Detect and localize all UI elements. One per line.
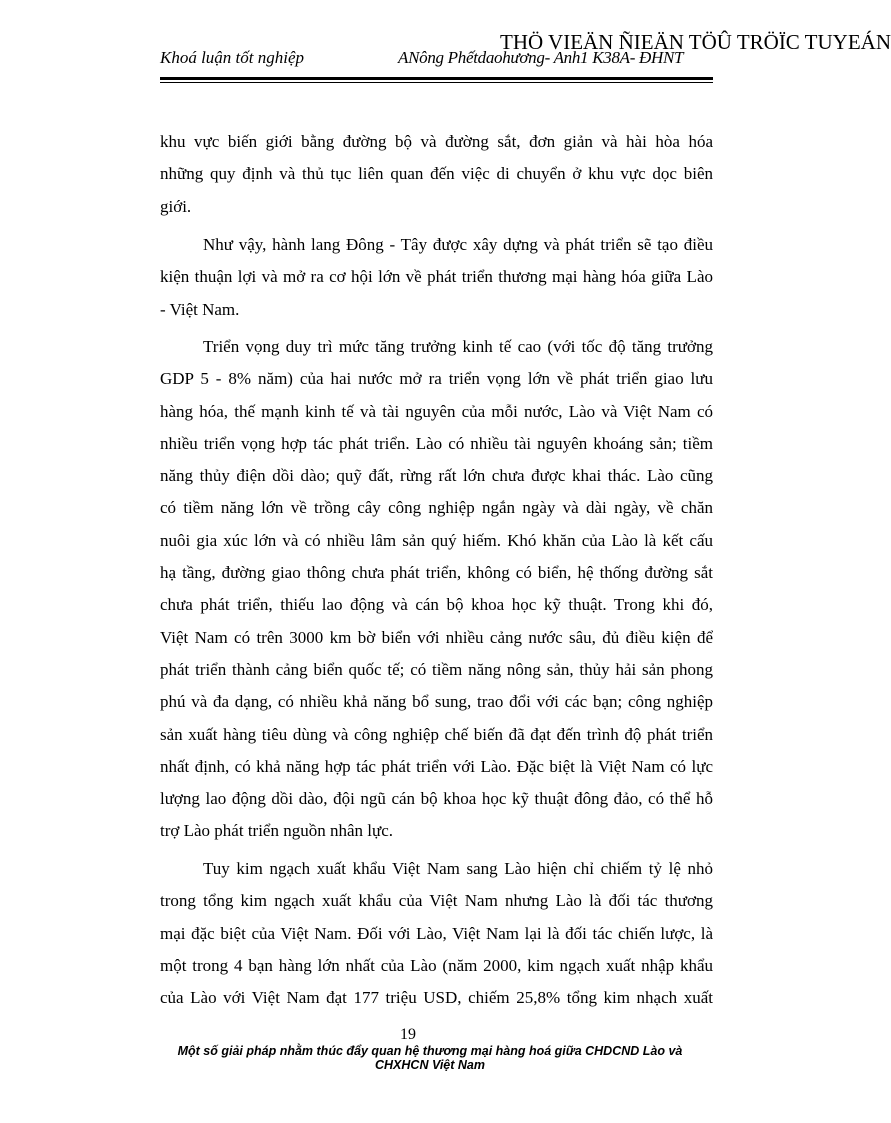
text-line: của Lào với Việt Nam đạt 177 triệu USD, chiếm 25,8% tổng kim nhạch xuất (160, 988, 713, 1008)
text-line: hạ tầng, đường giao thông chưa phát triển, không có biển, hệ thống đường sắt (160, 563, 713, 583)
header-watermark: THÖ VIEÄN ÑIEÄN TÖÛ TRÖÏC TUYEÁN (500, 30, 891, 54)
text-line: kiện thuận lợi và mở ra cơ hội lớn về phát triển thương mại hàng hóa giữa Lào (160, 267, 713, 287)
text-line: mại đặc biệt của Việt Nam. Đối với Lào, Việt Nam lại là đối tác chiến lược, là (160, 923, 713, 943)
text-line: một trong 4 bạn hàng lớn nhất của Lào (năm 2000, kim ngạch xuất nhập khẩu (160, 955, 713, 975)
text-line: khu vực biến giới bằng đường bộ và đường sắt, đơn giản và hài hòa hóa (160, 132, 713, 151)
text-line: phát triển thành cảng biển quốc tế; có tiềm năng nông sản, thủy hải sản phong (160, 659, 713, 679)
text-line: phú và đa dạng, có nhiều khả năng bổ sung, trao đổi với các bạn; công nghiệp (160, 692, 713, 712)
text-line: Triển vọng duy trì mức tăng trưởng kinh tế cao (với tốc độ tăng trưởng (203, 337, 713, 356)
text-line: những quy định và thủ tục liên quan đến việc di chuyển ở khu vực dọc biên (160, 164, 713, 184)
text-line: lượng lao động dồi dào, đội ngũ cán bộ khoa học kỹ thuật đông đảo, có thể hỗ (160, 789, 713, 809)
text-line: năng thủy điện dồi dào; quỹ đất, rừng rất lớn chưa được khai thác. Lào cũng (160, 466, 713, 486)
text-line: hàng hóa, thế mạnh kinh tế và tài nguyên của mỗi nước, Lào và Việt Nam có (160, 401, 713, 421)
header-author: ANông Phếtdaohương- Anh1 K38A- ĐHNT (398, 48, 684, 67)
text-line: nuôi gia xúc lớn và có nhiều lâm sản quý hiếm. Khó khăn của Lào là kết cấu (160, 530, 713, 550)
paragraph (160, 229, 713, 326)
text-line: nhất định, có khả năng hợp tác phát triển với Lào. Đặc biệt là Việt Nam có lực (160, 756, 713, 776)
text-line: giới. (160, 196, 192, 216)
page-number: 19 (400, 1026, 416, 1043)
header-rule-thin (160, 82, 713, 83)
text-line: GDP 5 - 8% năm) của hai nước mở ra triển vọng lớn về phát triển giao lưu (160, 369, 713, 389)
text-line: có tiềm năng lớn về trồng cây công nghiệp ngắn ngày và dài ngày, về chăn (160, 498, 713, 518)
header-doc-type: Khoá luận tốt nghiệp (160, 48, 305, 67)
text-line: - Việt Nam. (160, 299, 240, 319)
text-line: Việt Nam có trên 3000 km bờ biển với nhiều cảng nước sâu, đủ điều kiện để (160, 627, 713, 647)
text-line: trong tổng kim ngạch xuất khẩu của Việt Nam nhưng Lào là đối tác thương (160, 891, 713, 911)
header-rule-thick (160, 77, 713, 80)
text-line: chưa phát triển, thiếu lao động và cán bộ khoa học kỹ thuật. Trong khi đó, (160, 595, 713, 615)
text-line: sản xuất hàng tiêu dùng và công nghiệp chế biến đã đạt đến trình độ phát triển (160, 724, 713, 744)
text-line: Tuy kim ngạch xuất khẩu Việt Nam sang Lào hiện chỉ chiếm tỷ lệ nhỏ (203, 859, 713, 878)
paragraph (160, 853, 713, 1014)
text-line: trợ Lào phát triển nguồn nhân lực. (160, 821, 394, 841)
paragraph (160, 331, 713, 848)
footer-title: Một số giải pháp nhằm thúc đẩy quan hệ thương mại hàng hoá giữa CHDCND Lào và CHXHCN Việt Nam (177, 1044, 683, 1072)
paragraph (160, 126, 713, 223)
text-line: Như vậy, hành lang Đông - Tây được xây dựng và phát triển sẽ tạo điều (203, 235, 713, 254)
text-line: nhiều triển vọng hợp tác phát triển. Lào có nhiều tài nguyên khoáng sản; tiềm (160, 433, 713, 453)
